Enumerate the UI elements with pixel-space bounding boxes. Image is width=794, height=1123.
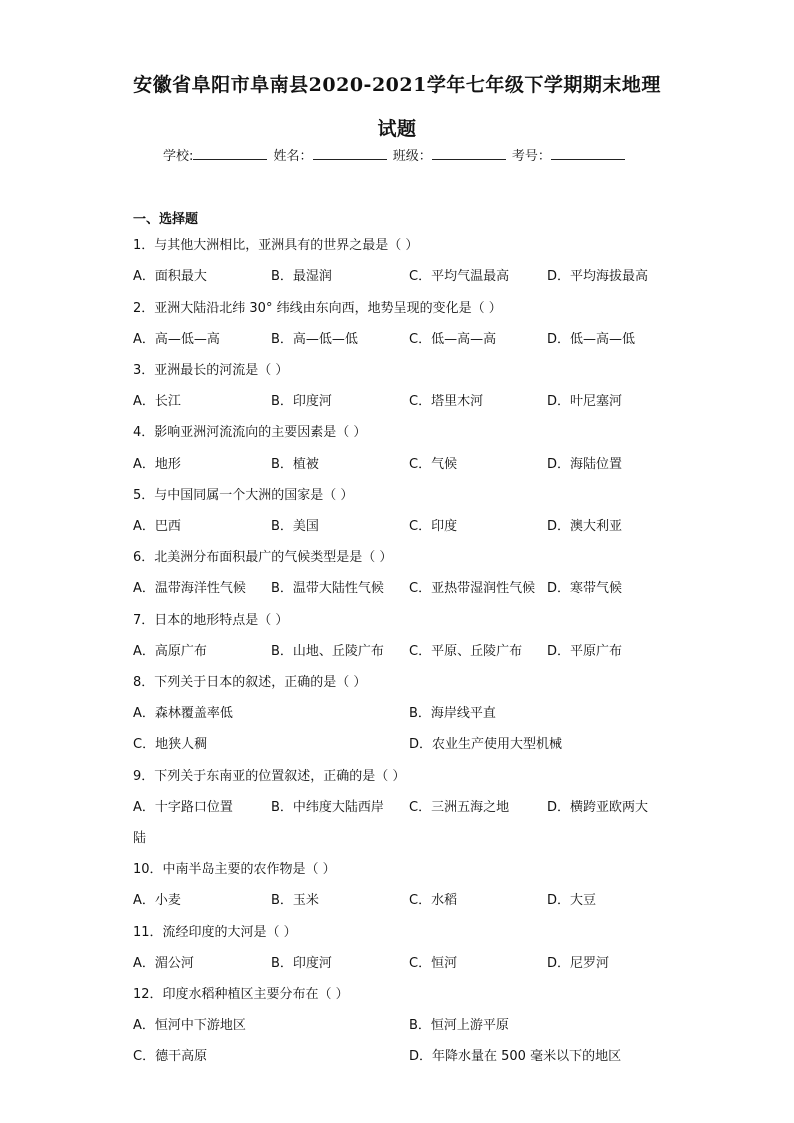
q8-option-a[interactable]: A．森林覆盖率低 <box>133 706 233 721</box>
q5-option-c[interactable]: C．印度 <box>409 519 458 534</box>
q11-option-a[interactable]: A．湄公河 <box>133 956 194 971</box>
section-title: 一、选择题 <box>133 212 199 227</box>
q10-option-b[interactable]: B．玉米 <box>271 893 319 908</box>
name-blank[interactable] <box>313 147 387 160</box>
q1-option-d[interactable]: D．平均海拔最高 <box>547 269 649 284</box>
q6-option-a[interactable]: A．温带海洋性气候 <box>133 581 246 596</box>
question-8: 8．下列关于日本的叙述，正确的是（ ） <box>133 675 367 690</box>
question-9: 9．下列关于东南亚的位置叙述，正确的是（ ） <box>133 769 406 784</box>
q9-option-b[interactable]: B．中纬度大陆西岸 <box>271 800 384 815</box>
q12-option-b[interactable]: B．恒河上游平原 <box>409 1018 509 1033</box>
q12-option-d[interactable]: D．年降水量在 500 毫米以下的地区 <box>409 1049 622 1064</box>
q9-option-a[interactable]: A．十字路口位置 <box>133 800 233 815</box>
question-11: 11．流经印度的大河是（ ） <box>133 925 297 940</box>
q8-option-c[interactable]: C．地狭人稠 <box>133 737 208 752</box>
q8-option-d[interactable]: D．农业生产使用大型机械 <box>409 737 563 752</box>
q10-option-d[interactable]: D．大豆 <box>547 893 597 908</box>
q3-option-a[interactable]: A．长江 <box>133 394 181 409</box>
q5-option-d[interactable]: D．澳大利亚 <box>547 519 623 534</box>
question-10: 10．中南半岛主要的农作物是（ ） <box>133 862 336 877</box>
q4-option-b[interactable]: B．植被 <box>271 457 319 472</box>
q12-option-a[interactable]: A．恒河中下游地区 <box>133 1018 246 1033</box>
class-label: 班级： <box>392 149 432 164</box>
q1-option-c[interactable]: C．平均气温最高 <box>409 269 510 284</box>
school-label: 学校: <box>163 149 194 164</box>
q2-option-c[interactable]: C．低—高—高 <box>409 332 497 347</box>
q8-option-b[interactable]: B．海岸线平直 <box>409 706 496 721</box>
school-blank[interactable] <box>193 147 267 160</box>
q10-option-a[interactable]: A．小麦 <box>133 893 181 908</box>
q4-option-a[interactable]: A．地形 <box>133 457 181 472</box>
exam-number-label: 考号： <box>511 149 551 164</box>
class-blank[interactable] <box>432 147 506 160</box>
question-4: 4．影响亚洲河流流向的主要因素是（ ） <box>133 425 367 440</box>
q1-option-b[interactable]: B．最湿润 <box>271 269 332 284</box>
q3-option-c[interactable]: C．塔里木河 <box>409 394 484 409</box>
q7-option-a[interactable]: A．高原广布 <box>133 644 207 659</box>
q3-option-b[interactable]: B．印度河 <box>271 394 332 409</box>
q9-option-d[interactable]: D．横跨亚欧两大 <box>547 800 649 815</box>
question-3: 3．亚洲最长的河流是（ ） <box>133 363 289 378</box>
q6-option-d[interactable]: D．寒带气候 <box>547 581 623 596</box>
q11-option-b[interactable]: B．印度河 <box>271 956 332 971</box>
q10-option-c[interactable]: C．水稻 <box>409 893 458 908</box>
question-12: 12．印度水稻种植区主要分布在（ ） <box>133 987 349 1002</box>
q2-option-a[interactable]: A．高—低—高 <box>133 332 220 347</box>
question-2: 2．亚洲大陆沿北纬 30° 纬线由东向西，地势呈现的变化是（ ） <box>133 301 502 316</box>
q6-option-b[interactable]: B．温带大陆性气候 <box>271 581 384 596</box>
question-5: 5．与中国同属一个大洲的国家是（ ） <box>133 488 354 503</box>
q2-option-b[interactable]: B．高—低—低 <box>271 332 358 347</box>
q11-option-d[interactable]: D．尼罗河 <box>547 956 610 971</box>
exam-number-blank[interactable] <box>551 147 625 160</box>
q11-option-c[interactable]: C．恒河 <box>409 956 458 971</box>
q5-option-b[interactable]: B．美国 <box>271 519 319 534</box>
q5-option-a[interactable]: A．巴西 <box>133 519 181 534</box>
q9-option-d-continued: 陆 <box>133 831 147 846</box>
exam-title-line2: 试题 <box>377 118 417 140</box>
q7-option-d[interactable]: D．平原广布 <box>547 644 623 659</box>
q6-option-c[interactable]: C．亚热带湿润性气候 <box>409 581 536 596</box>
question-6: 6．北美洲分布面积最广的气候类型是是（ ） <box>133 550 393 565</box>
name-label: 姓名： <box>273 149 313 164</box>
q2-option-d[interactable]: D．低—高—低 <box>547 332 636 347</box>
q3-option-d[interactable]: D．叶尼塞河 <box>547 394 623 409</box>
q4-option-d[interactable]: D．海陆位置 <box>547 457 623 472</box>
exam-title-line1: 安徽省阜阳市阜南县2020-2021学年七年级下学期期末地理 <box>133 74 661 96</box>
q7-option-b[interactable]: B．山地、丘陵广布 <box>271 644 384 659</box>
student-info-fields <box>163 145 627 164</box>
q4-option-c[interactable]: C．气候 <box>409 457 458 472</box>
q7-option-c[interactable]: C．平原、丘陵广布 <box>409 644 523 659</box>
question-1: 1．与其他大洲相比，亚洲具有的世界之最是（ ） <box>133 238 419 253</box>
q9-option-c[interactable]: C．三洲五海之地 <box>409 800 510 815</box>
question-7: 7．日本的地形特点是（ ） <box>133 613 289 628</box>
q1-option-a[interactable]: A．面积最大 <box>133 269 207 284</box>
q12-option-c[interactable]: C．德干高原 <box>133 1049 208 1064</box>
